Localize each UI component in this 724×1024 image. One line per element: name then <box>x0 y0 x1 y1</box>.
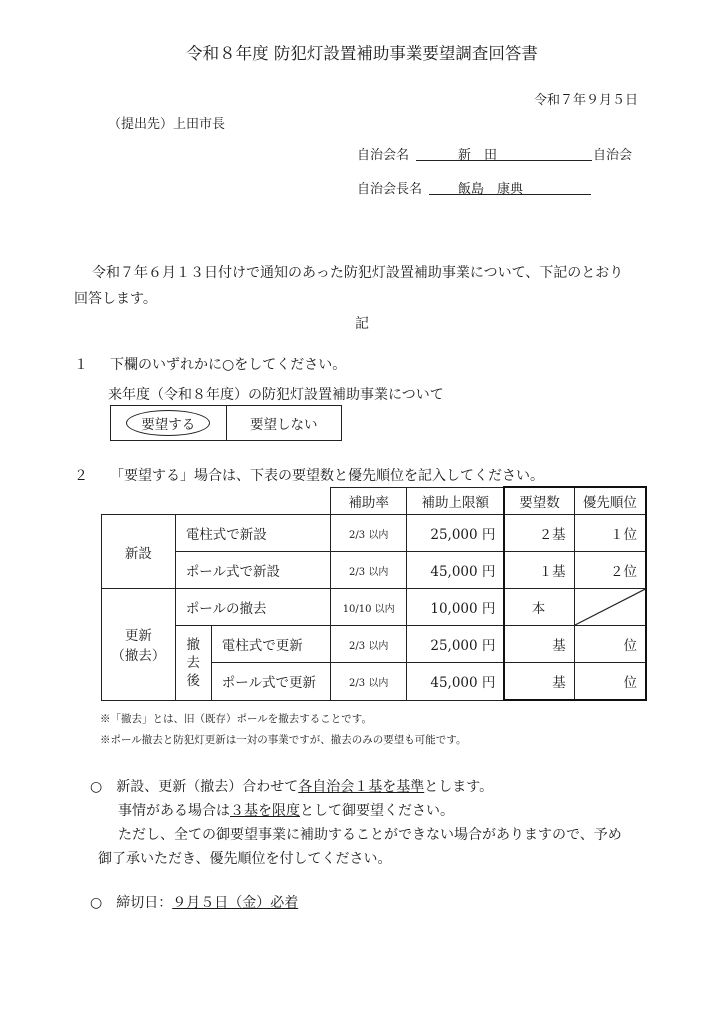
row-rate: 2/3 以内 <box>331 515 407 552</box>
association-name-suffix: 自治会 <box>593 148 633 163</box>
row-type: 電柱式で更新 <box>211 626 331 663</box>
header-limit: 補助上限額 <box>407 487 505 515</box>
header-rate: 補助率 <box>331 487 407 515</box>
deadline-value: ９月５日（金）必着 <box>172 895 299 911</box>
row-limit: 45,000 円 <box>407 552 505 589</box>
bullet1-underlined: ３基を限度 <box>230 803 300 819</box>
group-renew <box>102 589 176 701</box>
bullet1-line3: ただし、全ての御要望事業に補助することができない場合がありますので、予め <box>118 827 622 843</box>
row-priority[interactable]: 位 <box>574 663 646 701</box>
header-count: 要望数 <box>504 487 574 515</box>
row-priority-disabled <box>574 589 646 626</box>
row-type: ポールの撤去 <box>175 589 330 626</box>
bullet1-line4: 御了承いただき、優先順位を付してください。 <box>98 851 392 867</box>
row-rate: 2/3 以内 <box>331 663 407 701</box>
table-header-row <box>102 487 647 515</box>
row-rate: 10/10 以内 <box>331 589 407 626</box>
diagonal-slash <box>575 589 645 625</box>
row-count[interactable]: 基 <box>504 663 574 701</box>
table-row <box>102 515 647 552</box>
row-type: 電柱式で新設 <box>175 515 330 552</box>
header-priority: 優先順位 <box>574 487 646 515</box>
after-removal-char: 後 <box>186 672 201 689</box>
row-type: ポール式で新設 <box>175 552 330 589</box>
request-table <box>101 486 647 701</box>
bullet1-line2 <box>118 800 454 820</box>
section2-instruction: 「要望する」場合は、下表の要望数と優先順位を記入してください。 <box>110 468 544 484</box>
bullet1-text: 新設、更新（撤去）合わせて <box>116 779 299 795</box>
row-priority[interactable]: 位 <box>574 626 646 663</box>
row-limit: 25,000 円 <box>407 515 505 552</box>
section2-number: ２ <box>74 468 88 484</box>
document-title: 令和８年度 防犯灯設置補助事業要望調査回答書 <box>186 44 538 63</box>
note-1: ※「撤去」とは、旧（既存）ポールを撤去することです。 <box>100 713 372 725</box>
option-no-label: 要望しない <box>250 417 318 433</box>
row-limit: 45,000 円 <box>407 663 505 701</box>
table-row <box>102 552 647 589</box>
table-header-blank <box>102 487 331 515</box>
row-count[interactable]: 基 <box>504 626 574 663</box>
after-removal-char: 撤 <box>186 636 201 653</box>
intro-line-2: 回答します。 <box>74 291 157 307</box>
table-row <box>102 626 647 663</box>
row-count[interactable]: ２基 <box>504 515 574 552</box>
row-rate: 2/3 以内 <box>331 626 407 663</box>
row-limit: 10,000 円 <box>407 589 505 626</box>
bullet2-mark: ○ <box>90 895 103 911</box>
intro-line-1: 令和７年６月１３日付けで通知のあった防犯灯設置補助事業について、下記のとおり <box>92 265 624 281</box>
bullet1-mark: ○ <box>90 779 103 795</box>
bullet2-deadline <box>90 892 298 912</box>
section1-heading <box>74 354 346 374</box>
section1-number: １ <box>74 357 88 373</box>
option-yes[interactable] <box>111 406 226 440</box>
document-date: 令和７年９月５日 <box>534 93 639 108</box>
ki-marker: 記 <box>355 316 369 332</box>
after-removal-label <box>175 626 211 701</box>
association-name-label: 自治会名 <box>357 148 410 163</box>
option-yes-label: 要望する <box>126 410 210 436</box>
bullet1-text: とします。 <box>424 779 494 795</box>
bullet1-underlined: 各自治会１基を基準 <box>298 779 425 795</box>
row-count[interactable]: １基 <box>504 552 574 589</box>
association-head-label: 自治会長名 <box>357 182 423 197</box>
option-no[interactable] <box>226 406 342 440</box>
section1-instruction: 下欄のいずれかに○をしてください。 <box>110 357 347 373</box>
note-2: ※ポール撤去と防犯灯更新は一対の事業ですが、撤去のみの要望も可能です。 <box>100 734 467 746</box>
association-head-value: 飯島 康典 <box>458 182 524 197</box>
row-priority[interactable]: １位 <box>574 515 646 552</box>
bullet1-text: として御要望ください。 <box>300 803 454 819</box>
group-new: 新設 <box>102 515 176 589</box>
after-removal-char: 去 <box>186 654 201 671</box>
association-name-value: 新 田 <box>458 148 498 163</box>
recipient: （提出先）上田市長 <box>108 117 226 132</box>
bullet1-text: 事情がある場合は <box>118 803 230 819</box>
choice-box <box>110 405 342 441</box>
row-priority[interactable]: ２位 <box>574 552 646 589</box>
section2-heading <box>74 465 544 485</box>
group-renew-line2: （撤去） <box>111 648 166 665</box>
row-rate: 2/3 以内 <box>331 552 407 589</box>
group-renew-line1: 更新 <box>124 628 152 645</box>
table-row <box>102 589 647 626</box>
bullet1-line1 <box>90 776 493 796</box>
row-limit: 25,000 円 <box>407 626 505 663</box>
row-count[interactable]: 本 <box>504 589 574 626</box>
deadline-label: 締切日： <box>116 895 173 911</box>
section1-subtitle: 来年度（令和８年度）の防犯灯設置補助事業について <box>108 387 444 403</box>
row-type: ポール式で更新 <box>211 663 331 701</box>
association-name-line <box>416 160 592 161</box>
